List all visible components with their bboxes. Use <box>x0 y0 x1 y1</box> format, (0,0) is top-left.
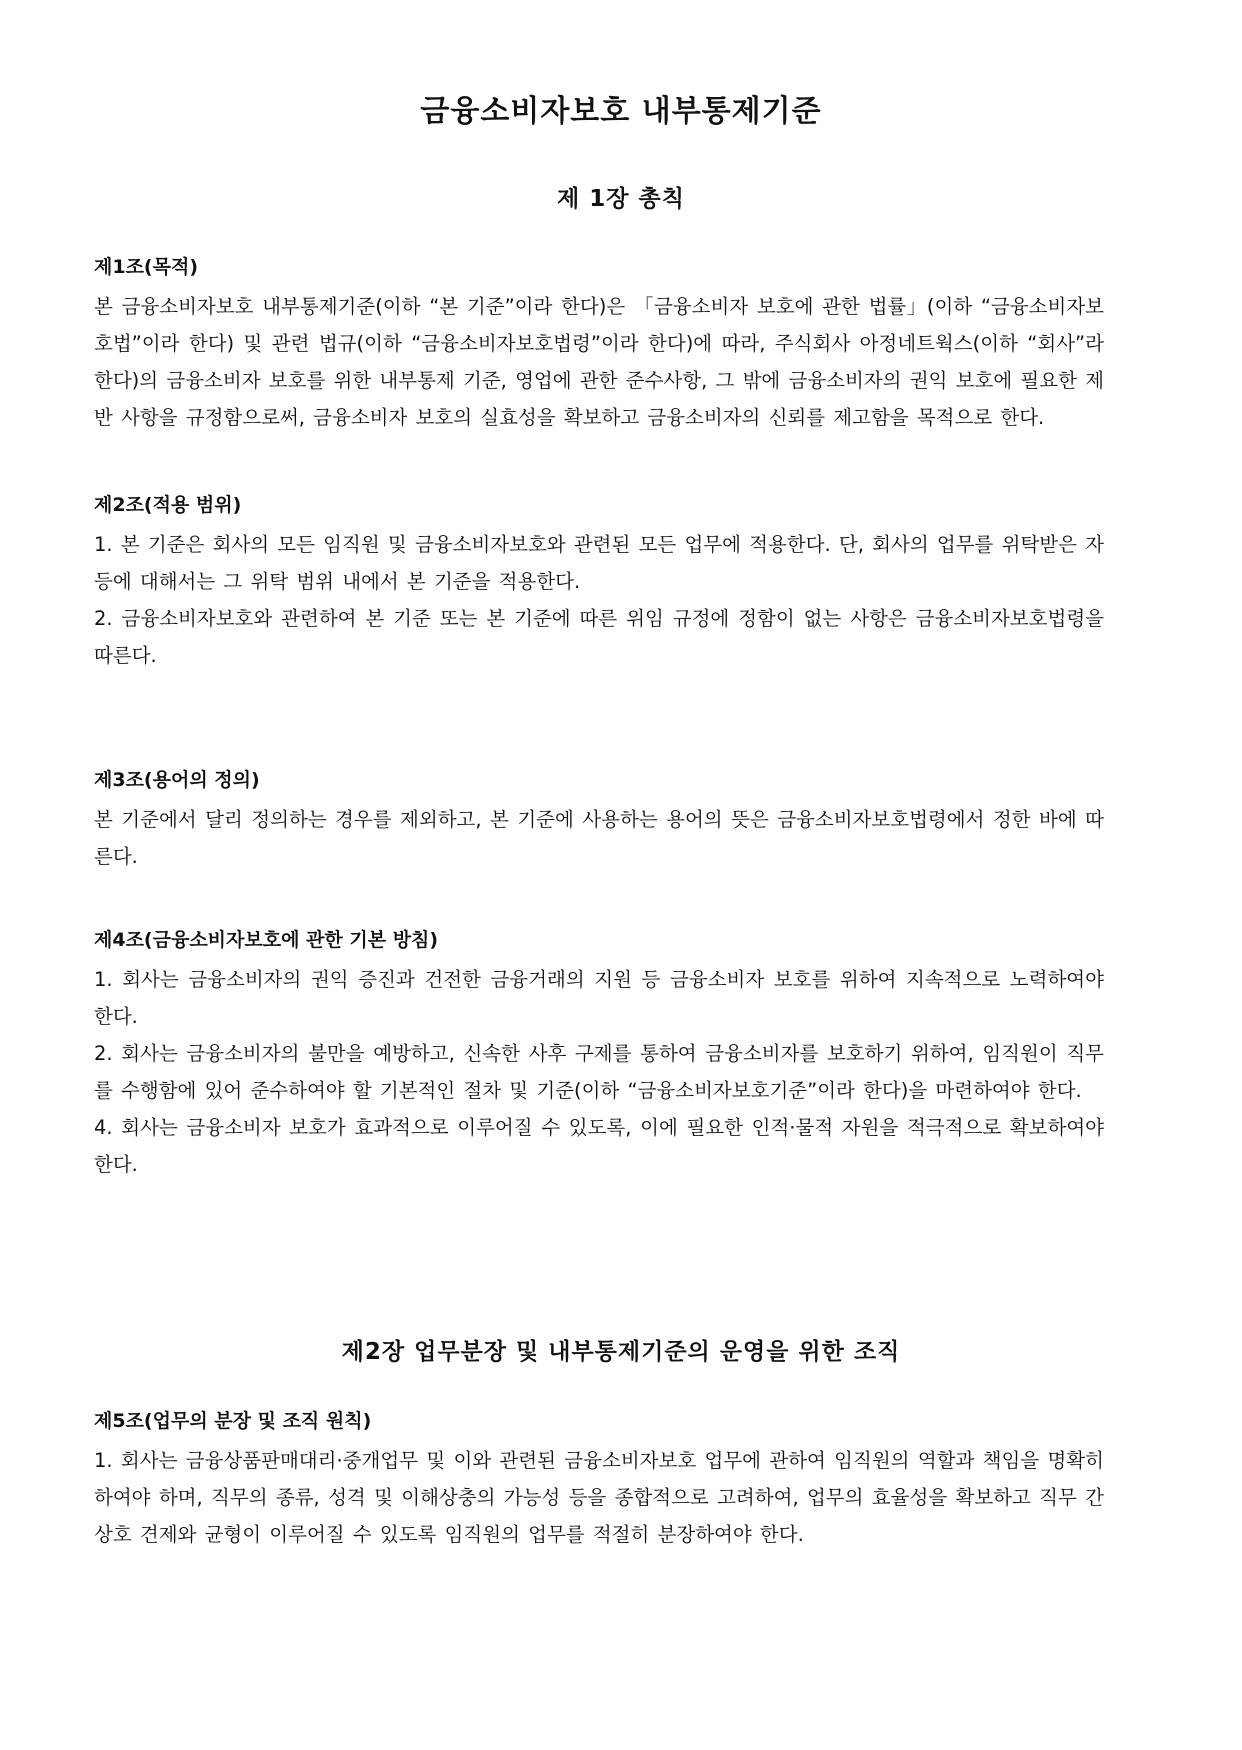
article-2-heading: 제2조(적용 범위) <box>94 494 242 516</box>
article-1 <box>94 252 1104 436</box>
article-4-paragraph-1: 1. 회사는 금융소비자의 권익 증진과 건전한 금융거래의 지원 등 금융소비자 보호를 위하여 지속적으로 노력하여야 한다. <box>94 968 1104 1028</box>
article-1-heading: 제1조(목적) <box>94 256 199 278</box>
document-title: 금융소비자보호 내부통제기준 <box>420 94 822 129</box>
article-2 <box>94 490 1104 674</box>
article-4-paragraph-3: 4. 회사는 금융소비자 보호가 효과적으로 이루어질 수 있도록, 이에 필요한 인적·물적 자원을 적극적으로 확보하여야 한다. <box>94 1116 1104 1176</box>
article-3 <box>94 765 1104 875</box>
chapter-2-title: 제2장 업무분장 및 내부통제기준의 운영을 위한 조직 <box>341 1339 901 1365</box>
article-1-paragraph-1: 본 금융소비자보호 내부통제기준(이하 “본 기준”이라 한다)은 「금융소비자 보호에 관한 법률」(이하 “금융소비자보호법”이라 한다) 및 관련 법규(이하 “금융소비자보호법령”이라 한다)에 따라, 주식회사 아정네트웍스(이하 “회사”라 한다)의 금융소비자 보호를 위한 내부통제 기준, 영업에 관한 준수사항, 그 밖에 금융소비자의 권익 보호에 필요한 제반 사항을 규정함으로써, 금융소비자 보호의 실효성을 확보하고 금융소비자의 신뢰를 제고함을 목적으로 한다. <box>94 295 1104 429</box>
article-2-paragraph-2: 2. 금융소비자보호와 관련하여 본 기준 또는 본 기준에 따른 위임 규정에 정함이 없는 사항은 금융소비자보호법령을 따른다. <box>94 607 1104 667</box>
article-3-heading: 제3조(용어의 정의) <box>94 769 260 791</box>
article-5 <box>94 1406 1104 1553</box>
article-4-heading: 제4조(금융소비자보호에 관한 기본 방침) <box>94 929 439 951</box>
article-4-paragraph-2: 2. 회사는 금융소비자의 불만을 예방하고, 신속한 사후 구제를 통하여 금융소비자를 보호하기 위하여, 임직원이 직무를 수행함에 있어 준수하여야 할 기본적인 절차 및 기준(이하 “금융소비자보호기준”이라 한다)을 마련하여야 한다. <box>94 1042 1104 1102</box>
chapter-1-title: 제 1장 총칙 <box>557 186 685 212</box>
article-4 <box>94 925 1104 1183</box>
article-5-paragraph-1: 1. 회사는 금융상품판매대리·중개업무 및 이와 관련된 금융소비자보호 업무에 관하여 임직원의 역할과 책임을 명확히 하여야 하며, 직무의 종류, 성격 및 이해상충의 가능성 등을 종합적으로 고려하여, 업무의 효율성을 확보하고 직무 간 상호 견제와 균형이 이루어질 수 있도록 임직원의 업무를 적절히 분장하여야 한다. <box>94 1449 1104 1546</box>
article-2-paragraph-1: 1. 본 기준은 회사의 모든 임직원 및 금융소비자보호와 관련된 모든 업무에 적용한다. 단, 회사의 업무를 위탁받은 자 등에 대해서는 그 위탁 범위 내에서 본 기준을 적용한다. <box>94 533 1104 593</box>
article-3-paragraph-1: 본 기준에서 달리 정의하는 경우를 제외하고, 본 기준에 사용하는 용어의 뜻은 금융소비자보호법령에서 정한 바에 따른다. <box>94 808 1104 868</box>
article-5-heading: 제5조(업무의 분장 및 조직 원칙) <box>94 1410 372 1432</box>
